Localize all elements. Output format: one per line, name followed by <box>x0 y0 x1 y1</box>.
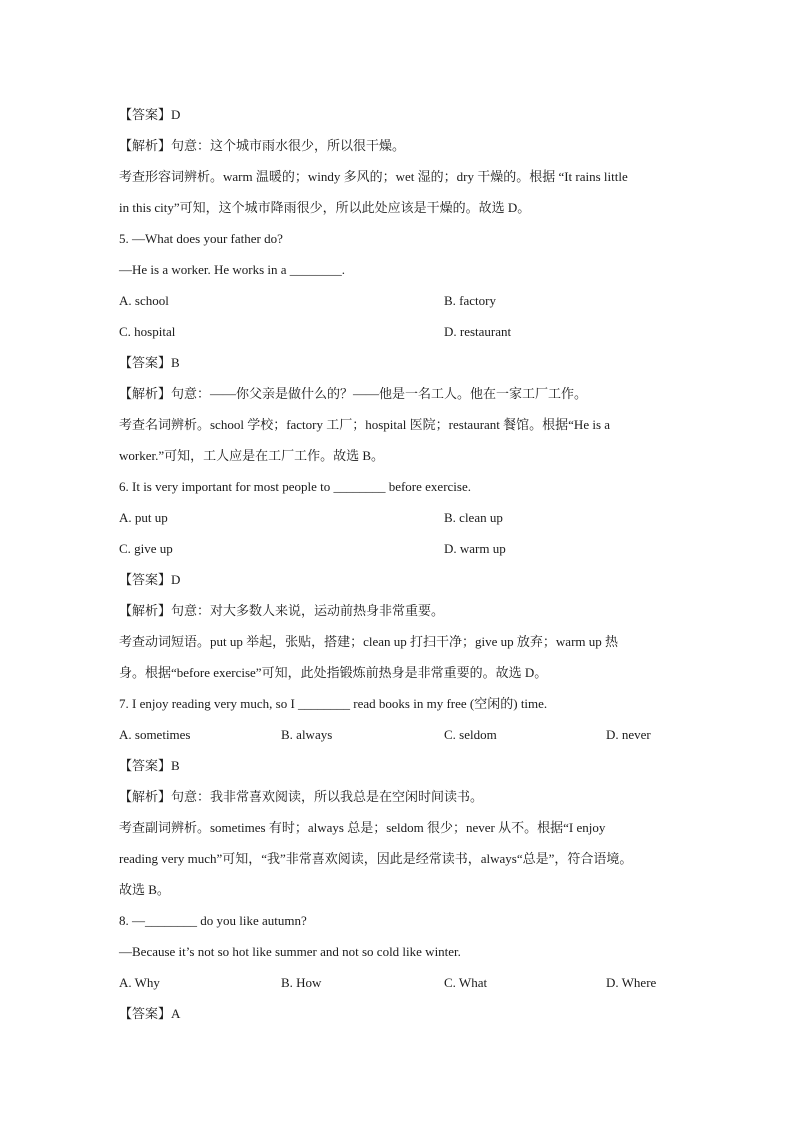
options-row <box>119 719 679 750</box>
explanation-line: in this city”可知，这个城市降雨很少，所以此处应该是干燥的。故选 D。 <box>119 200 531 215</box>
explanation-line: 考查形容词辨析。warm 温暖的；windy 多风的；wet 湿的；dry 干燥的。根据 “It rains little <box>119 169 628 184</box>
options-row <box>119 316 679 347</box>
option-c: C. give up <box>119 541 173 556</box>
explanation-line: worker.”可知，工人应是在工厂工作。故选 B。 <box>119 448 385 463</box>
answer-line: 【答案】D <box>119 572 181 587</box>
option-d: D. warm up <box>444 541 506 556</box>
answer-line: 【答案】B <box>119 758 180 773</box>
explanation-line: 故选 B。 <box>119 882 170 897</box>
answer-line: 【答案】B <box>119 355 180 370</box>
explanation-line: 考查副词辨析。sometimes 有时；always 总是；seldom 很少；never 从不。根据“I enjoy <box>119 820 606 835</box>
option-d: D. restaurant <box>444 324 512 339</box>
option-c: C. What <box>444 975 488 990</box>
option-b: B. factory <box>444 293 496 308</box>
analysis-line: 【解析】句意：这个城市雨水很少，所以很干燥。 <box>119 138 406 153</box>
page-content <box>119 99 679 1029</box>
options-row <box>119 533 679 564</box>
option-a: A. put up <box>119 510 168 525</box>
question-stem: —He is a worker. He works in a ________. <box>119 262 346 277</box>
question-stem: 5. —What does your father do? <box>119 231 283 246</box>
analysis-line: 【解析】句意：对大多数人来说，运动前热身非常重要。 <box>119 603 445 618</box>
question-stem: 7. I enjoy reading very much, so I ________ read books in my free (空闲的) time. <box>119 696 548 711</box>
explanation-line: 考查动词短语。put up 举起，张贴，搭建；clean up 打扫干净；give up 放弃；warm up 热 <box>119 634 619 649</box>
option-b: B. clean up <box>444 510 503 525</box>
option-b: B. always <box>281 727 333 742</box>
explanation-line: 考查名词辨析。school 学校；factory 工厂；hospital 医院；restaurant 餐馆。根据“He is a <box>119 417 611 432</box>
option-b: B. How <box>281 975 322 990</box>
answer-line: 【答案】A <box>119 1006 181 1021</box>
option-d: D. Where <box>606 975 657 990</box>
analysis-line: 【解析】句意：我非常喜欢阅读，所以我总是在空闲时间读书。 <box>119 789 484 804</box>
question-stem: 6. It is very important for most people to ________ before exercise. <box>119 479 471 494</box>
option-c: C. seldom <box>444 727 497 742</box>
option-d: D. never <box>606 727 651 742</box>
option-a: A. sometimes <box>119 727 191 742</box>
option-a: A. Why <box>119 975 160 990</box>
option-c: C. hospital <box>119 324 176 339</box>
question-stem: 8. —________ do you like autumn? <box>119 913 307 928</box>
explanation-line: reading very much”可知，“我”非常喜欢阅读，因此是经常读书，always“总是”，符合语境。 <box>119 851 633 866</box>
options-row <box>119 285 679 316</box>
answer-line: 【答案】D <box>119 107 181 122</box>
question-stem: —Because it’s not so hot like summer and not so cold like winter. <box>119 944 461 959</box>
analysis-line: 【解析】句意：——你父亲是做什么的？——他是一名工人。他在一家工厂工作。 <box>119 386 588 401</box>
explanation-line: 身。根据“before exercise”可知，此处指锻炼前热身是非常重要的。故选 D。 <box>119 665 548 680</box>
option-a: A. school <box>119 293 169 308</box>
options-row <box>119 502 679 533</box>
options-row <box>119 967 679 998</box>
